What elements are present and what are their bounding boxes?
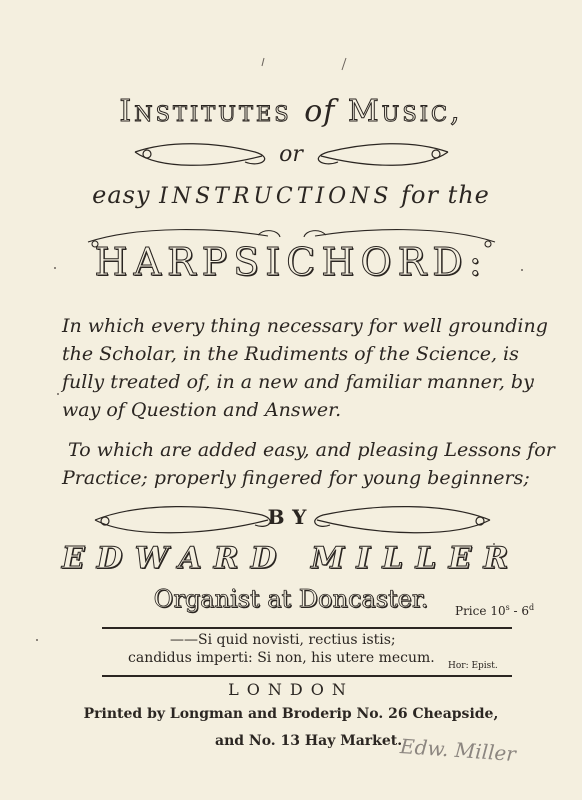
body-line-2: the Scholar, in the Rudiments of the Science, is xyxy=(62,343,519,365)
handwritten-signature: Edw. Miller xyxy=(399,733,517,767)
title-of: of xyxy=(304,94,336,129)
motto-line-2: candidus imperti: Si non, his utere mecum. xyxy=(128,650,435,666)
divider-top xyxy=(102,627,512,629)
title-for-the: for the xyxy=(401,181,490,209)
divider-bottom xyxy=(102,675,512,677)
motto-citation: Hor: Epist. xyxy=(448,661,498,671)
title-or: or xyxy=(279,142,303,167)
stray-mark xyxy=(342,58,346,70)
author-name: EDWARD MILLER xyxy=(61,541,521,576)
price-shillings: 10 xyxy=(490,604,506,618)
motto-line-1: ——Si quid novisti, rectius istis; xyxy=(170,632,396,648)
body-line-3: fully treated of, in a new and familiar manner, by xyxy=(62,371,534,393)
speck xyxy=(36,639,38,641)
imprint-city: LONDON xyxy=(228,680,354,699)
by-label: BY xyxy=(267,505,315,529)
imprint-line-2: and No. 13 Hay Market. xyxy=(215,733,403,749)
price: Price 10$^s$ - 6$^d$ xyxy=(455,603,535,618)
price-pence: 6 xyxy=(521,604,530,618)
speck xyxy=(57,393,59,395)
body-line-6: Practice; properly fingered for young beginners; xyxy=(62,467,530,489)
price-label: Price xyxy=(455,604,487,618)
price-s-mark: s xyxy=(505,603,510,612)
imprint-line-1: Printed by Longman and Broderip No. 26 Cheapside, xyxy=(83,706,499,722)
stray-mark xyxy=(262,58,264,66)
author-position: Organist at Doncaster. xyxy=(153,585,429,613)
body-line-5: To which are added easy, and pleasing Lessons for xyxy=(68,439,555,461)
title-harpsichord: HARPSICHORD: xyxy=(94,240,488,284)
title-line-institutes xyxy=(0,94,582,129)
price-d-mark: d xyxy=(529,603,535,612)
body-line-4: way of Question and Answer. xyxy=(62,399,342,421)
title-easy: easy xyxy=(92,181,151,209)
title-line-instructions xyxy=(0,181,582,209)
title-music: Music, xyxy=(347,94,463,129)
title-instructions: INSTRUCTIONS xyxy=(159,184,393,209)
title-institutes: Institutes xyxy=(119,94,292,129)
body-line-1: In which every thing necessary for well grounding xyxy=(62,315,548,337)
